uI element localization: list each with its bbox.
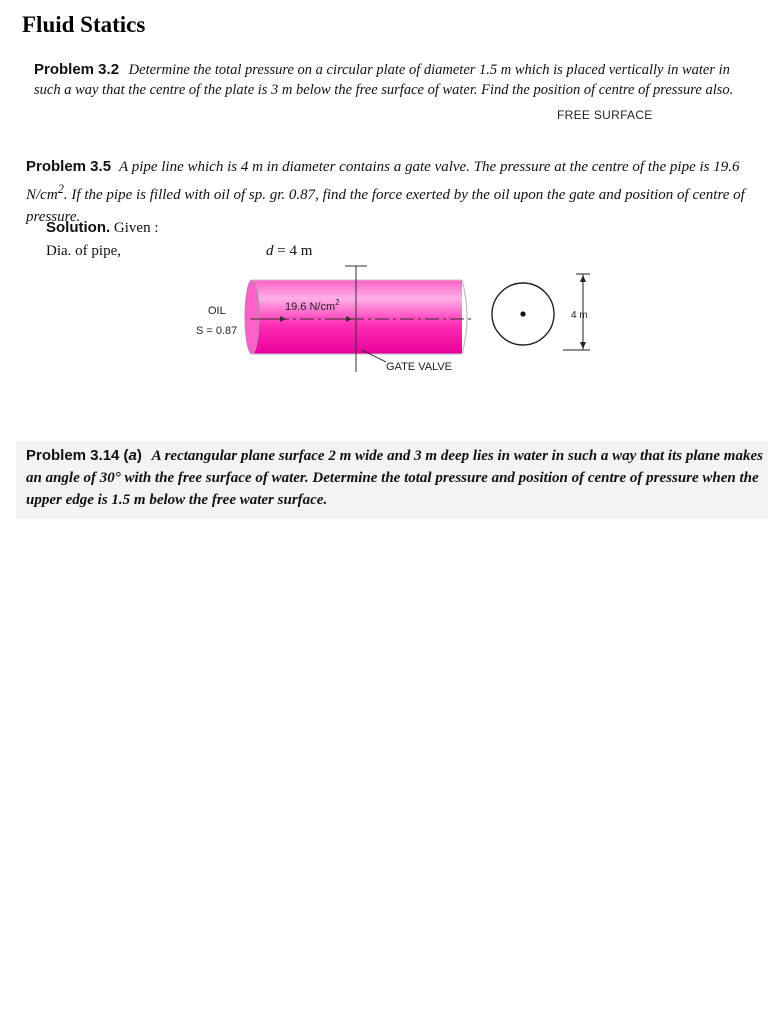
d-value: = 4 m bbox=[273, 243, 313, 259]
problem-3-5 bbox=[26, 156, 748, 228]
given-label: Given : bbox=[113, 220, 159, 236]
free-surface-label: FREE SURFACE bbox=[557, 108, 653, 122]
problem-number: Problem 3.5 bbox=[26, 158, 112, 175]
solution-heading bbox=[46, 219, 158, 237]
problem-3-14 bbox=[16, 441, 768, 519]
page-title: Fluid Statics bbox=[22, 12, 146, 37]
sg-label: S = 0.87 bbox=[196, 325, 238, 337]
problem-number: Problem 3.2 bbox=[34, 61, 120, 78]
pipe-body bbox=[252, 280, 462, 354]
oil-label: OIL bbox=[208, 305, 226, 317]
problem-text-part1: A pipe line which is 4 m in diameter contains a gate valve. The pressure at the centre of the pipe is 19.6 N/cm bbox=[26, 159, 740, 203]
solution-label: Solution. bbox=[46, 219, 111, 236]
pipe-diagram bbox=[190, 262, 610, 382]
problem-text bbox=[26, 159, 745, 225]
problem-text-part2: . If the pipe is filled with oil of sp. gr. 0.87, find the force exerted by the oil upon the gate and position of centre of pressure. bbox=[26, 187, 745, 225]
pressure-label: 19.6 $N/cm^2$ bbox=[285, 298, 340, 313]
problem-number: Problem 3.14 (a) bbox=[26, 447, 142, 464]
problem-3-2 bbox=[34, 60, 734, 100]
pipe-left-end bbox=[245, 280, 259, 354]
gate-valve-label: GATE VALVE bbox=[386, 361, 453, 373]
d-variable: d bbox=[266, 243, 274, 259]
problem-text: Determine the total pressure on a circular plate of diameter 1.5 m which is placed vertically in water in such a way that the centre of the plate is 3 m below the free surface of water. Find the position of centre of pressure also. bbox=[34, 62, 734, 98]
centre-dot bbox=[520, 311, 525, 316]
dimension-label: 4 m bbox=[571, 310, 588, 321]
dia-value bbox=[266, 243, 312, 260]
dia-label: Dia. of pipe, bbox=[46, 243, 121, 259]
superscript: 2 bbox=[57, 182, 64, 196]
pipe-right-end bbox=[462, 280, 467, 354]
problem-text: A rectangular plane surface 2 m wide and 3 m deep lies in water in such a way that its plane makes an angle of 30° with the free surface of water. Determine the total pressure and position of centre of pressure when the upper edge is 1.5 m below the free water surface. bbox=[26, 448, 763, 508]
